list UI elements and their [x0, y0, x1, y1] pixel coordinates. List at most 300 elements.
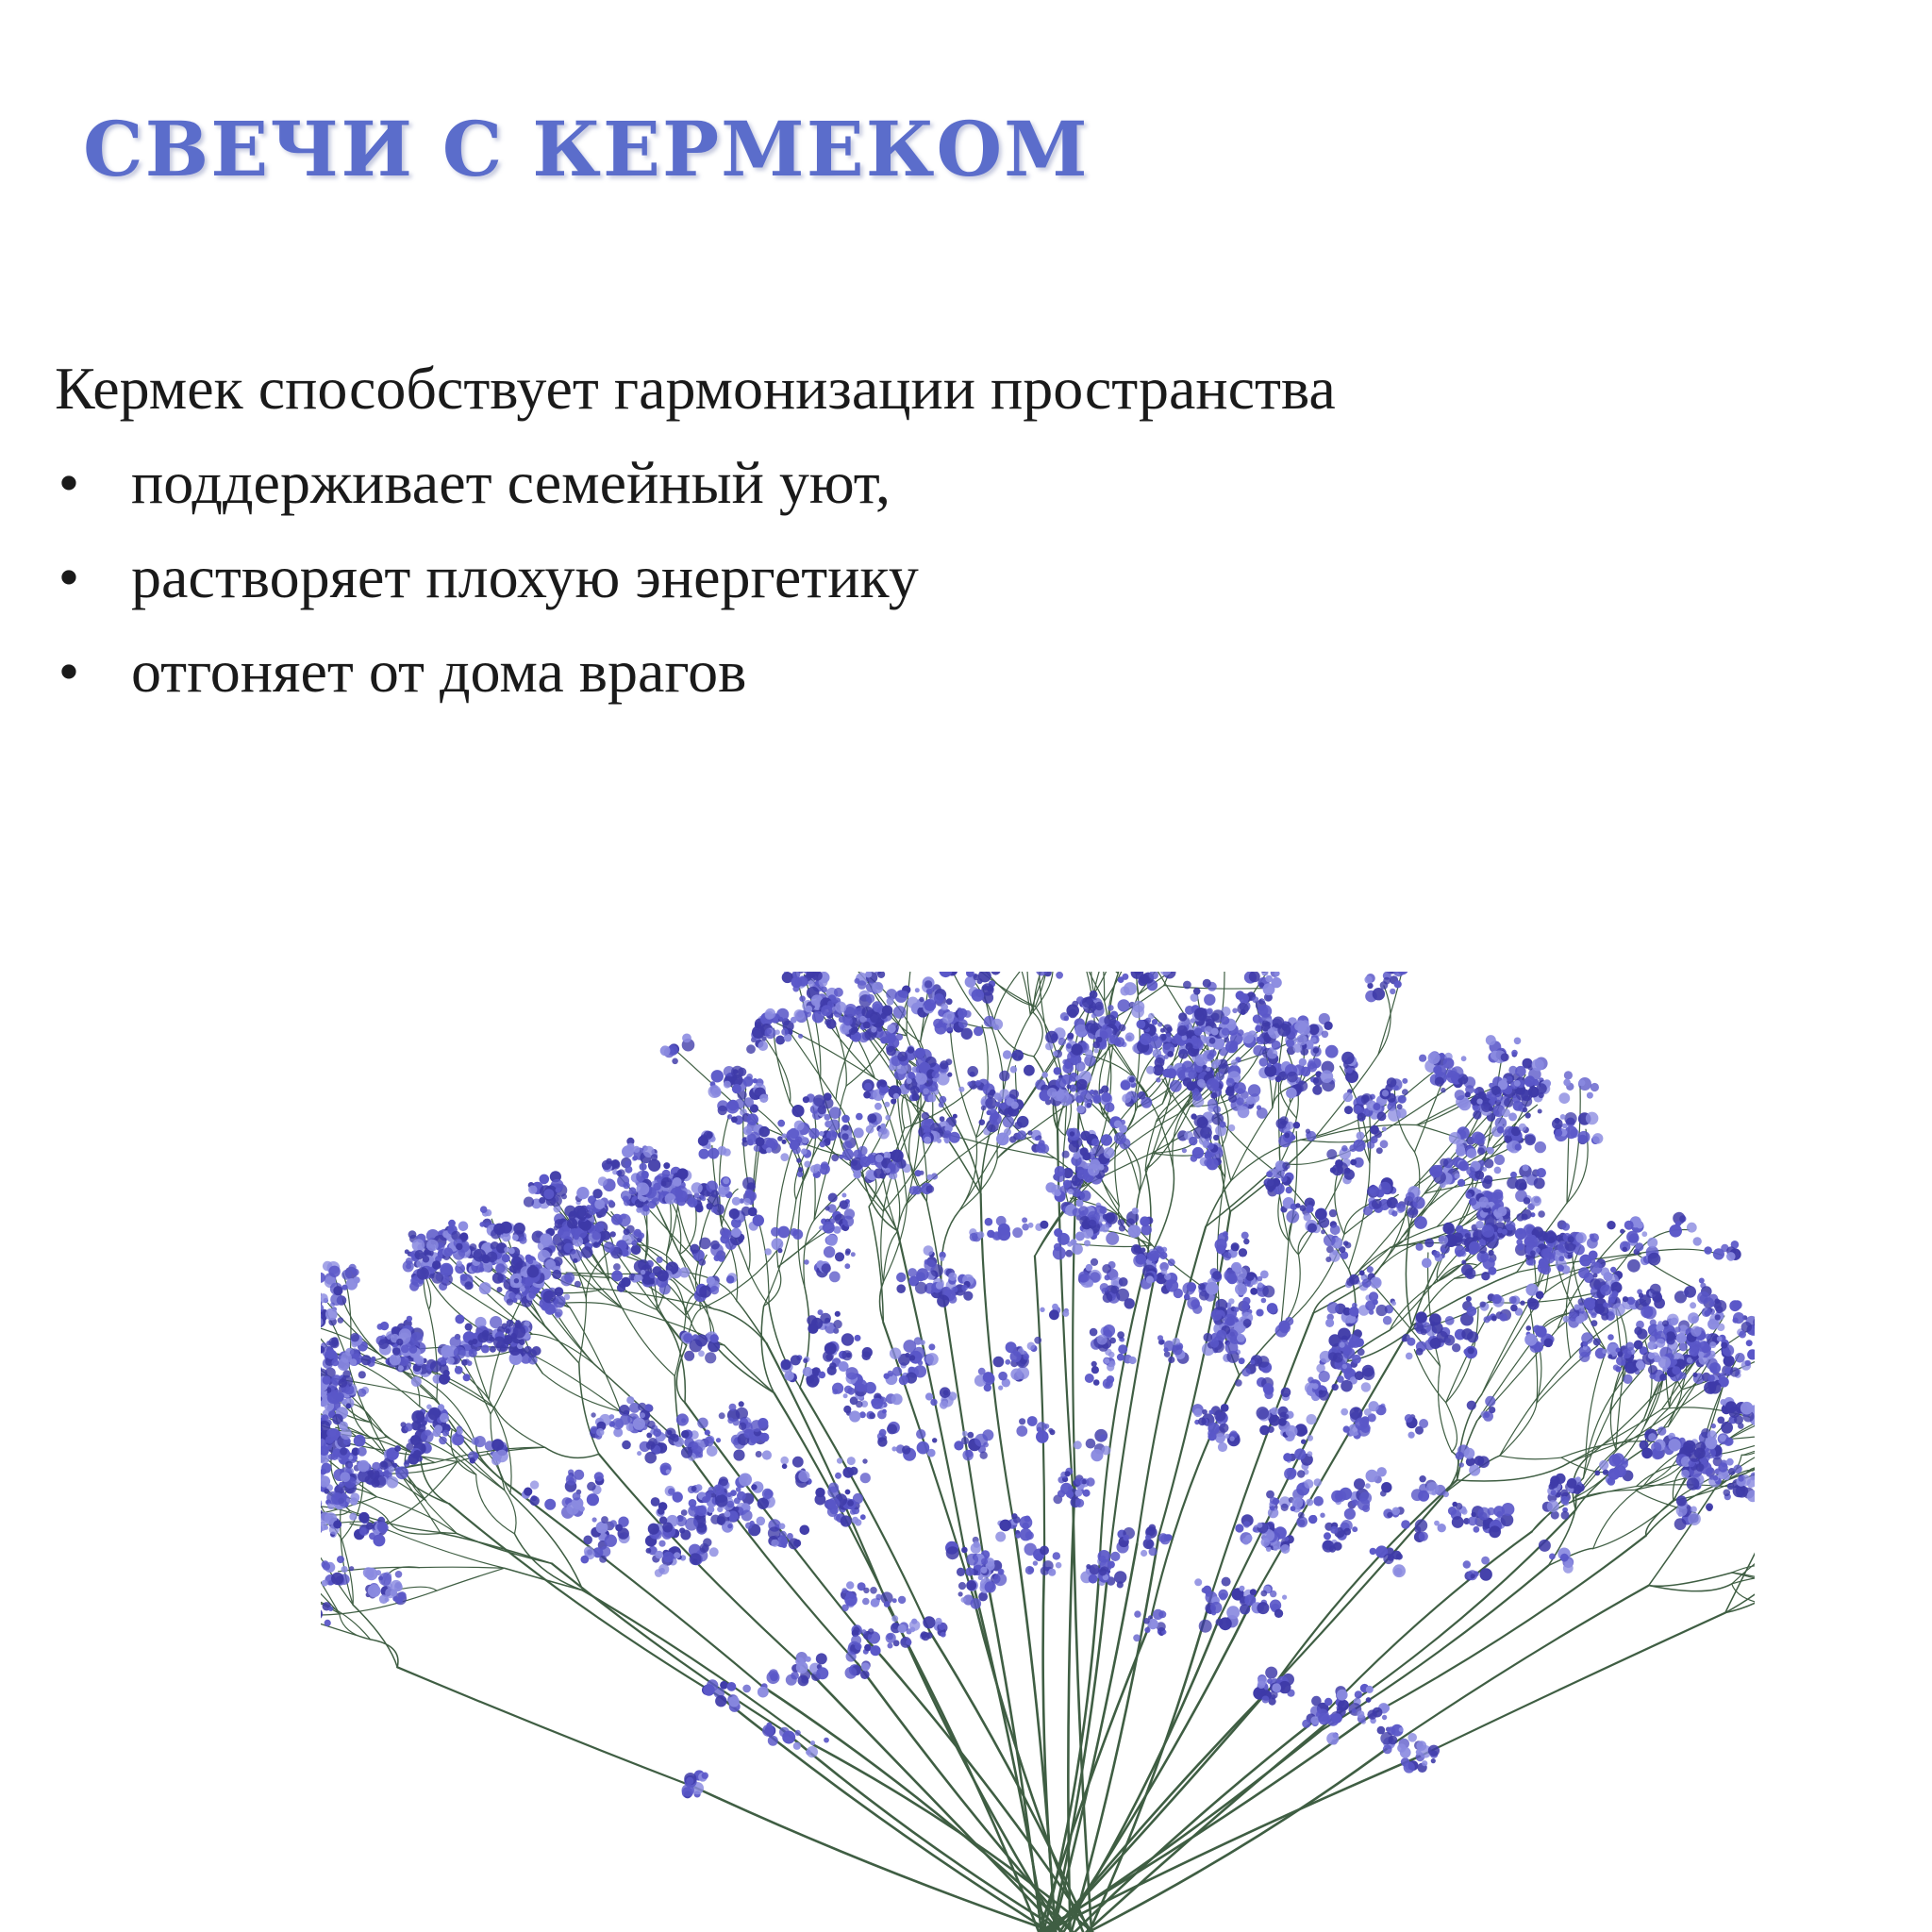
blossom	[958, 1008, 967, 1018]
blossom	[1726, 1252, 1736, 1261]
blossom	[798, 976, 808, 986]
stem	[1500, 1456, 1561, 1459]
blossom	[508, 1292, 515, 1299]
blossom	[1062, 1151, 1070, 1158]
blossom	[695, 1205, 703, 1212]
stem	[1053, 1544, 1137, 1932]
blossom	[525, 1255, 533, 1262]
blossom	[481, 1344, 490, 1353]
blossom	[1183, 1077, 1192, 1087]
blossom	[395, 1466, 408, 1479]
blossom	[860, 1670, 870, 1679]
blossom	[891, 1098, 896, 1104]
blossom	[396, 1339, 403, 1345]
blossom	[1117, 1581, 1124, 1588]
blossom	[1497, 1126, 1505, 1134]
blossom	[328, 1338, 339, 1348]
blossom	[1451, 1066, 1463, 1078]
blossom	[1065, 1250, 1073, 1257]
blossom	[991, 972, 1001, 975]
blossom	[339, 1482, 344, 1488]
blossom	[573, 1258, 577, 1263]
blossom	[1388, 1108, 1401, 1122]
blossom	[341, 1428, 352, 1440]
blossom	[1330, 1167, 1336, 1173]
blossom	[1082, 997, 1093, 1008]
blossom	[392, 1347, 401, 1356]
blossom	[455, 1366, 463, 1374]
blossom	[660, 1045, 671, 1056]
blossom	[338, 1317, 344, 1324]
blossom	[1515, 1143, 1522, 1150]
blossom	[350, 1333, 359, 1342]
blossom	[514, 1278, 519, 1283]
blossom	[1115, 1037, 1125, 1047]
blossom	[1482, 1224, 1495, 1238]
blossom	[863, 1091, 871, 1099]
blossom	[631, 1245, 641, 1256]
blossom	[1528, 1258, 1536, 1266]
blossom	[1413, 1196, 1425, 1208]
blossom	[1586, 1112, 1599, 1125]
blossom	[634, 1229, 641, 1237]
blossom	[907, 997, 918, 1008]
blossom	[985, 1581, 996, 1592]
blossom	[1304, 1213, 1312, 1222]
stem	[1281, 1241, 1289, 1328]
bullet-marker: •	[58, 543, 80, 610]
blossom	[1158, 1610, 1166, 1618]
blossom	[1220, 1593, 1227, 1601]
blossom	[908, 1046, 915, 1054]
blossom	[819, 1163, 830, 1174]
blossom	[842, 1216, 854, 1227]
blossom	[1402, 1078, 1407, 1084]
blossom	[411, 1421, 421, 1430]
blossom	[625, 1160, 631, 1167]
blossom	[1216, 1619, 1224, 1626]
blossom	[1579, 1080, 1586, 1087]
blossom	[1240, 1604, 1250, 1614]
blossom	[1477, 1147, 1485, 1155]
blossom	[746, 1044, 756, 1054]
blossom	[796, 1661, 808, 1674]
blossom	[868, 1628, 874, 1635]
blossom	[1494, 1167, 1502, 1174]
blossom	[1467, 1148, 1477, 1158]
blossom	[870, 1645, 880, 1656]
blossom	[1341, 1052, 1355, 1065]
blossom	[947, 1073, 952, 1077]
blossom	[1110, 1552, 1120, 1561]
blossom	[777, 1120, 785, 1127]
blossom	[1349, 1144, 1357, 1152]
blossom	[358, 1371, 366, 1378]
blossom	[1286, 1210, 1299, 1224]
blossom	[707, 1276, 715, 1285]
blossom	[826, 1235, 838, 1246]
blossom	[567, 1218, 577, 1228]
blossom	[1395, 1203, 1401, 1208]
blossom	[1441, 1247, 1446, 1253]
blossom	[1145, 1535, 1151, 1541]
blossom	[629, 1187, 637, 1194]
blossom	[735, 1099, 745, 1109]
blossom	[640, 1163, 647, 1171]
blossom	[1024, 1065, 1035, 1076]
blossom	[682, 1034, 691, 1043]
blossom	[879, 1089, 887, 1096]
blossom	[1449, 1132, 1461, 1144]
blossom	[387, 1476, 399, 1489]
blossom	[507, 1320, 514, 1327]
blossom	[390, 1354, 401, 1365]
blossom	[1494, 1155, 1505, 1165]
blossom	[1098, 1089, 1103, 1093]
blossom	[432, 1260, 441, 1270]
blossom	[1346, 1067, 1353, 1074]
blossom	[1214, 1059, 1221, 1066]
blossom	[1525, 1112, 1531, 1118]
blossom	[618, 1169, 625, 1176]
blossom	[799, 995, 806, 1002]
blossom	[598, 1176, 608, 1186]
blossom	[401, 1345, 409, 1354]
bullet-list	[55, 436, 1336, 719]
blossom	[940, 1060, 948, 1069]
blossom	[1122, 974, 1128, 980]
blossom	[895, 991, 908, 1003]
blossom	[1138, 1091, 1146, 1100]
blossom	[358, 1512, 369, 1523]
blossom	[1687, 1223, 1697, 1233]
blossom	[1507, 1076, 1512, 1082]
blossom	[990, 1109, 998, 1118]
blossom	[331, 1573, 343, 1585]
blossom	[967, 1066, 978, 1077]
blossom	[993, 1573, 1007, 1586]
blossom	[440, 1263, 453, 1276]
blossom	[502, 1233, 511, 1242]
blossom	[1272, 1041, 1281, 1050]
blossom	[1225, 1087, 1235, 1096]
blossom	[1322, 1031, 1329, 1039]
blossom	[492, 1273, 504, 1284]
blossom	[743, 1126, 753, 1136]
blossom	[707, 1203, 713, 1209]
blossom	[974, 974, 980, 980]
blossom	[765, 1248, 772, 1255]
blossom	[776, 1008, 789, 1021]
blossom	[1203, 979, 1211, 988]
blossom	[1045, 1042, 1053, 1050]
blossom	[1253, 1045, 1264, 1057]
blossom	[798, 1167, 803, 1172]
blossom	[426, 1240, 439, 1252]
blossom	[1481, 1272, 1490, 1280]
blossom	[1294, 1022, 1303, 1030]
blossom	[1040, 1546, 1049, 1556]
blossom	[1164, 1534, 1171, 1541]
blossom	[1286, 1039, 1294, 1047]
blossom	[961, 1597, 967, 1603]
blossom	[911, 1619, 917, 1624]
blossom	[1456, 1225, 1463, 1233]
blossom	[337, 1556, 344, 1563]
blossom	[972, 989, 985, 1002]
blossom	[1025, 1566, 1034, 1574]
stem	[1567, 1128, 1569, 1203]
blossom	[350, 1492, 359, 1502]
blossom	[604, 1241, 615, 1253]
blossom	[1246, 1096, 1255, 1105]
blossom	[768, 1736, 778, 1746]
blossom	[413, 1356, 421, 1363]
blossom	[1435, 1077, 1444, 1087]
blossom	[983, 985, 989, 991]
blossom	[1009, 1090, 1019, 1099]
blossom	[1493, 1190, 1504, 1200]
blossom	[634, 1274, 641, 1282]
blossom	[913, 1186, 922, 1194]
blossom	[1377, 1112, 1387, 1122]
blossom	[479, 1222, 485, 1227]
blossom	[759, 1094, 768, 1103]
blossom	[349, 1264, 357, 1272]
blossom	[821, 987, 827, 993]
stem	[743, 1213, 750, 1271]
blossom	[574, 1234, 579, 1240]
blossom	[1150, 1036, 1163, 1049]
blossom	[1045, 1031, 1058, 1044]
blossom	[1558, 1092, 1570, 1104]
blossom	[617, 1284, 625, 1292]
blossom	[699, 1258, 707, 1266]
blossom	[858, 980, 867, 990]
blossom	[1248, 1084, 1261, 1097]
blossom	[442, 1430, 449, 1437]
blossom	[940, 1116, 945, 1122]
blossom	[1182, 1148, 1187, 1153]
blossom	[1108, 1005, 1114, 1011]
blossom	[711, 1070, 724, 1082]
blossom	[1286, 1088, 1297, 1099]
blossom	[765, 1011, 774, 1020]
blossom	[412, 1239, 425, 1252]
blossom	[792, 1229, 803, 1240]
blossom	[1177, 1025, 1188, 1036]
blossom	[1469, 1198, 1476, 1206]
blossom	[1522, 1096, 1532, 1107]
blossom	[832, 1131, 838, 1137]
blossom	[1255, 1025, 1261, 1032]
blossom	[1053, 1552, 1060, 1559]
blossom	[796, 1158, 801, 1163]
blossom	[919, 997, 924, 1002]
blossom	[1474, 1171, 1484, 1180]
blossom	[457, 1428, 463, 1435]
blossom	[555, 1287, 564, 1296]
blossom	[1669, 1224, 1682, 1238]
blossom	[882, 1005, 892, 1015]
blossom	[1372, 1199, 1382, 1209]
blossom	[908, 1072, 915, 1079]
blossom	[1555, 1129, 1562, 1137]
blossom	[470, 1457, 475, 1463]
blossom	[1380, 1140, 1389, 1148]
blossom	[1474, 1105, 1479, 1110]
blossom	[525, 1277, 533, 1286]
stem	[419, 1567, 504, 1568]
stem	[1420, 1613, 1725, 1757]
blossom	[845, 1667, 858, 1679]
blossom	[1510, 1172, 1517, 1178]
bullet-text: поддерживает семейный уют,	[131, 449, 891, 516]
blossom	[843, 1016, 853, 1025]
blossom	[1221, 1016, 1229, 1024]
blossom	[1286, 1187, 1292, 1193]
blossom	[372, 1462, 380, 1471]
blossom	[326, 1428, 336, 1438]
blossom	[1538, 1210, 1545, 1218]
blossom	[1056, 972, 1063, 979]
blossom	[478, 1267, 484, 1273]
blossom	[532, 1346, 541, 1356]
blossom	[1261, 972, 1268, 976]
blossom	[891, 1149, 904, 1162]
blossom	[795, 1730, 801, 1736]
blossom	[1562, 1124, 1568, 1129]
stem	[675, 1315, 686, 1376]
blossom	[842, 1149, 854, 1160]
blossom	[820, 1141, 826, 1148]
bouquet-stems	[321, 972, 1755, 1932]
blossom	[358, 1460, 370, 1473]
blossom	[1025, 1531, 1034, 1540]
blossom	[1141, 1550, 1147, 1557]
blossom	[1484, 1175, 1492, 1184]
blossom	[321, 1463, 331, 1474]
blossom	[407, 1316, 412, 1322]
blossom	[691, 1182, 703, 1193]
blossom	[775, 1036, 785, 1045]
blossom	[556, 1188, 561, 1193]
blossom	[1068, 1009, 1077, 1019]
blossom	[958, 1591, 963, 1596]
blossom	[978, 1592, 988, 1602]
blossom	[1228, 1124, 1235, 1131]
blossom	[1484, 1158, 1493, 1168]
bullet-item	[55, 436, 1336, 530]
blossom	[1183, 981, 1191, 990]
blossom	[1325, 1045, 1339, 1058]
blossom	[1053, 1246, 1066, 1259]
blossom	[758, 1126, 770, 1138]
blossom	[610, 1231, 616, 1237]
blossom	[500, 1222, 512, 1234]
blossom	[816, 1653, 827, 1664]
blossom	[674, 1198, 679, 1204]
blossom	[555, 1308, 563, 1317]
blossom	[1537, 1168, 1546, 1177]
blossom	[1004, 1108, 1013, 1117]
blossom	[841, 1193, 846, 1198]
blossom	[1564, 1071, 1573, 1079]
blossom	[613, 1263, 621, 1271]
blossom	[625, 1166, 632, 1174]
blossom	[1213, 1106, 1221, 1113]
blossom	[497, 1287, 503, 1292]
blossom	[777, 1248, 782, 1253]
blossom	[884, 1102, 890, 1108]
blossom	[1140, 974, 1149, 983]
blossom	[1442, 1223, 1454, 1234]
blossom	[1066, 1043, 1072, 1049]
blossom	[1076, 1063, 1084, 1071]
blossom	[841, 1133, 848, 1140]
blossom	[1041, 1072, 1048, 1078]
blossom	[1118, 999, 1130, 1011]
blossom	[602, 1160, 611, 1170]
blossom	[1284, 1133, 1290, 1139]
blossom	[825, 1206, 830, 1210]
blossom	[513, 1223, 525, 1235]
stem	[1326, 1531, 1532, 1711]
blossom	[966, 1580, 976, 1591]
blossom	[806, 1006, 813, 1013]
blossom	[1357, 1113, 1366, 1122]
blossom	[701, 1196, 706, 1201]
blossom	[545, 1259, 556, 1270]
blossom	[679, 1267, 690, 1277]
blossom	[1114, 1132, 1126, 1144]
blossom	[1430, 1165, 1443, 1178]
blossom	[1194, 1027, 1203, 1036]
blossom	[824, 1738, 829, 1743]
blossom	[1213, 1135, 1219, 1141]
blossom	[940, 1096, 947, 1104]
blossom	[782, 1140, 787, 1144]
blossom	[325, 1620, 331, 1626]
blossom	[1070, 1131, 1074, 1136]
blossom	[747, 1139, 754, 1145]
blossom	[423, 1256, 430, 1263]
stem	[1100, 1265, 1146, 1565]
blossom	[732, 1197, 741, 1206]
blossom	[971, 1598, 982, 1609]
blossom	[1054, 1067, 1062, 1075]
blossom	[348, 1462, 353, 1467]
blossom	[1560, 1114, 1566, 1120]
blossom	[430, 1360, 441, 1372]
blossom	[840, 1200, 848, 1208]
blossom	[1281, 1175, 1288, 1182]
blossom	[528, 1291, 536, 1299]
blossom	[560, 1274, 573, 1287]
blossom	[623, 1182, 629, 1189]
blossom	[880, 1124, 886, 1129]
blossom	[718, 1255, 725, 1262]
blossom	[861, 1629, 866, 1634]
blossom	[1267, 1048, 1277, 1058]
blossom	[401, 1422, 407, 1427]
blossom	[1022, 1523, 1029, 1530]
blossom	[874, 1103, 882, 1110]
blossom	[915, 1048, 925, 1058]
stem	[1346, 1226, 1437, 1285]
intro-text: Кермек способствует гармонизации пространства	[55, 355, 1336, 422]
stem	[1500, 1403, 1537, 1456]
